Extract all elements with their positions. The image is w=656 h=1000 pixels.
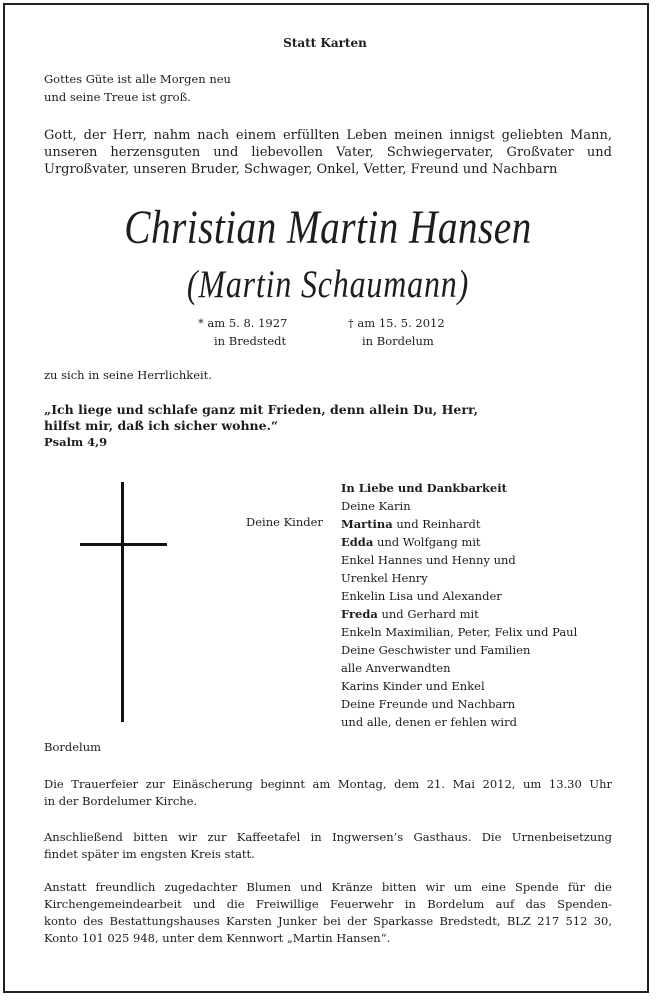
paragraph-line: findet später im engsten Kreis statt. [44, 847, 255, 861]
funeral-paragraph [44, 776, 612, 810]
paragraph-line: Konto 101 025 948, unter dem Kennwort „Martin Hansen“. [44, 931, 391, 945]
mourner-line: Urenkel Henry [341, 571, 428, 585]
quote-line: „Ich liege und schlafe ganz mit Frieden, denn allein Du, Herr, [44, 402, 478, 417]
intro-line: unseren herzensguten und liebevollen Vater, Schwiegervater, Großvater und [44, 145, 612, 160]
mourner-line: Enkel Hannes und Henny und [341, 553, 516, 567]
cross-icon-horizontal [80, 543, 167, 546]
mourner-line: Enkelin Lisa und Alexander [341, 589, 502, 603]
mourners-heading: In Liebe und Dankbarkeit [341, 481, 507, 495]
paragraph-line: Die Trauerfeier zur Einäscherung beginnt am Montag, dem 21. Mai 2012, um 13.30 Uhr [44, 777, 612, 791]
death-date [348, 314, 478, 350]
mourners-list [341, 479, 641, 731]
mourner-line: Martina und Reinhardt [341, 517, 481, 531]
intro-line: Gott, der Herr, nahm nach einem erfüllten Leben meinen innigst geliebten Mann, [44, 128, 612, 143]
mourner-line: und alle, denen er fehlen wird [341, 715, 517, 729]
mourner-line: Edda und Wolfgang mit [341, 535, 481, 549]
mourner-line: Deine Karin [341, 499, 411, 513]
birth-line: * am 5. 8. 1927 [198, 316, 288, 330]
paragraph-line: Anschließend bitten wir zur Kaffeetafel in Ingwersen’s Gasthaus. Die Urnenbeisetzung [44, 830, 612, 844]
paragraph-line: Kirchengemeindearbeit und die Freiwillige Feuerwehr in Bordelum auf das Spenden- [44, 897, 612, 911]
death-line: † am 15. 5. 2012 [348, 316, 445, 330]
mourner-line: Deine Freunde und Nachbarn [341, 697, 516, 711]
place-name: Bordelum [44, 740, 102, 754]
herrlichkeit-line: zu sich in seine Herrlichkeit. [44, 368, 212, 382]
psalm-quote [44, 402, 484, 450]
notice-header: Statt Karten [283, 36, 367, 50]
quote-line: hilfst mir, daß ich sicher wohne.“ [44, 418, 279, 433]
deceased-alias: (Martin Schaumann) [186, 263, 470, 306]
mourner-line: Freda und Gerhard mit [341, 607, 479, 621]
paragraph-line: konto des Bestattungshauses Karsten Junker bei der Sparkasse Bredstedt, BLZ 217 512 30, [44, 914, 612, 928]
motto-line: Gottes Güte ist alle Morgen neu [44, 72, 231, 86]
deceased-name: Christian Martin Hansen [124, 201, 532, 254]
death-place: in Bordelum [362, 334, 434, 348]
motto-line: und seine Treue ist groß. [44, 90, 191, 104]
mourner-line: Deine Geschwister und Familien [341, 643, 531, 657]
mourner-line: Karins Kinder und Enkel [341, 679, 485, 693]
birth-place: in Bredstedt [214, 334, 287, 348]
paragraph-line: Anstatt freundlich zugedachter Blumen und Kränze bitten wir um eine Spende für die [44, 880, 612, 894]
donation-paragraph [44, 879, 612, 947]
intro-line: Urgroßvater, unseren Bruder, Schwager, Onkel, Vetter, Freund und Nachbarn [44, 162, 558, 177]
mourner-line: Enkeln Maximilian, Peter, Felix und Paul [341, 625, 578, 639]
motto [44, 70, 344, 106]
cross-icon-vertical [121, 482, 124, 722]
mourner-line: alle Anverwandten [341, 661, 451, 675]
intro-text [44, 127, 612, 178]
quote-source: Psalm 4,9 [44, 435, 108, 449]
coffee-paragraph [44, 829, 612, 863]
children-label: Deine Kinder [246, 515, 323, 529]
birth-date [198, 314, 328, 350]
paragraph-line: in der Bordelumer Kirche. [44, 794, 198, 808]
